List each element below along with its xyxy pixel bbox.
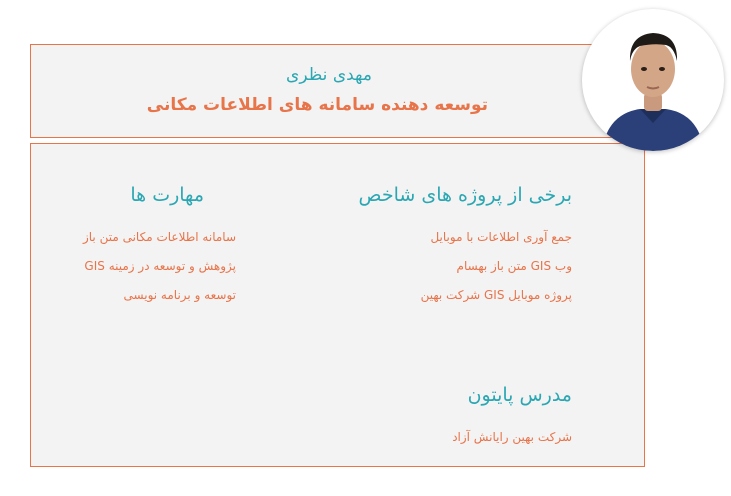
profile-avatar bbox=[582, 9, 724, 151]
skills-title: مهارت ها bbox=[130, 184, 204, 206]
project-item: پروژه موبایل GIS شرکت بهین bbox=[420, 288, 572, 302]
teaching-item: شرکت بهین رایانش آزاد bbox=[452, 430, 572, 444]
skill-item: توسعه و برنامه نویسی bbox=[123, 288, 236, 302]
projects-list bbox=[421, 230, 572, 317]
skill-item: سامانه اطلاعات مکانی متن باز bbox=[82, 230, 236, 244]
resume-body bbox=[30, 143, 645, 467]
person-photo-icon bbox=[582, 9, 724, 151]
project-item: وب GIS متن باز بهسام bbox=[456, 259, 572, 273]
projects-title: برخی از پروژه های شاخص bbox=[358, 184, 572, 206]
skill-item: پژوهش و توسعه در زمینه GIS bbox=[84, 259, 236, 273]
skills-list bbox=[83, 230, 236, 317]
teaching-title: مدرس پایتون bbox=[467, 384, 572, 406]
profile-role: توسعه دهنده سامانه های اطلاعات مکانی bbox=[146, 95, 488, 115]
project-item: جمع آوری اطلاعات با موبایل bbox=[430, 230, 572, 244]
profile-name: مهدی نظری bbox=[286, 65, 372, 85]
profile-header bbox=[30, 44, 645, 138]
